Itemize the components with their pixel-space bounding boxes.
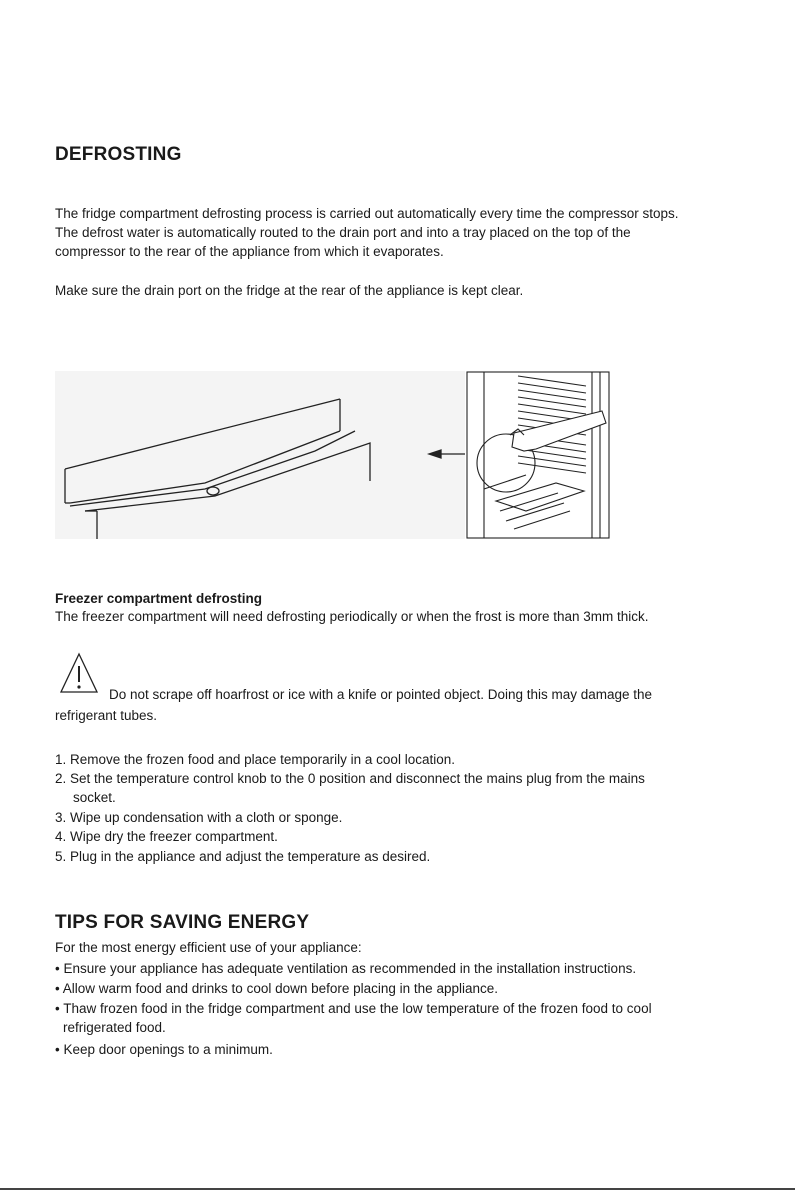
fridge-interior-illustration: [466, 371, 610, 539]
tips-heading: TIPS FOR SAVING ENERGY: [55, 912, 310, 933]
tips-intro: For the most energy efficient use of your appliance:: [55, 940, 362, 955]
fridge-interior-drawing: [466, 371, 610, 539]
tip-item: • Thaw frozen food in the fridge compartment and use the low temperature of the frozen food to cool: [55, 1001, 652, 1016]
step-item: 4. Wipe dry the freezer compartment.: [55, 829, 278, 844]
freezer-subheading: Freezer compartment defrosting: [55, 591, 263, 606]
tip-item: • Ensure your appliance has adequate ventilation as recommended in the installation instructions.: [55, 961, 637, 976]
step-item-continuation: socket.: [73, 790, 116, 805]
step-item: 1. Remove the frozen food and place temporarily in a cool location.: [55, 752, 455, 767]
step-item: 2. Set the temperature control knob to the 0 position and disconnect the mains plug from the mains: [55, 771, 645, 786]
page-bottom-border: [0, 1188, 795, 1190]
defrosting-para2: Make sure the drain port on the fridge at the rear of the appliance is kept clear.: [55, 283, 524, 298]
step-item: 5. Plug in the appliance and adjust the temperature as desired.: [55, 849, 431, 864]
defrosting-para1-line3: compressor to the rear of the appliance from which it evaporates.: [55, 244, 444, 259]
drain-channel-drawing: [55, 371, 465, 539]
tip-item: • Keep door openings to a minimum.: [55, 1042, 273, 1057]
drain-channel-illustration: [55, 371, 465, 539]
tip-item-continuation: refrigerated food.: [63, 1020, 166, 1035]
defrosting-heading: DEFROSTING: [55, 144, 182, 165]
warning-triangle-icon: [59, 652, 99, 694]
warning-line2: refrigerant tubes.: [55, 708, 158, 723]
tip-item: • Allow warm food and drinks to cool down before placing in the appliance.: [55, 981, 498, 996]
warning-line1: Do not scrape off hoarfrost or ice with a knife or pointed object. Doing this may damage the: [109, 687, 653, 702]
defrosting-para1-line1: The fridge compartment defrosting process is carried out automatically every time the compressor stops.: [55, 206, 679, 221]
defrosting-para1-line2: The defrost water is automatically routed to the drain port and into a tray placed on the top of the: [55, 225, 631, 240]
step-item: 3. Wipe up condensation with a cloth or sponge.: [55, 810, 343, 825]
freezer-intro: The freezer compartment will need defrosting periodically or when the frost is more than 3mm thick.: [55, 609, 649, 624]
